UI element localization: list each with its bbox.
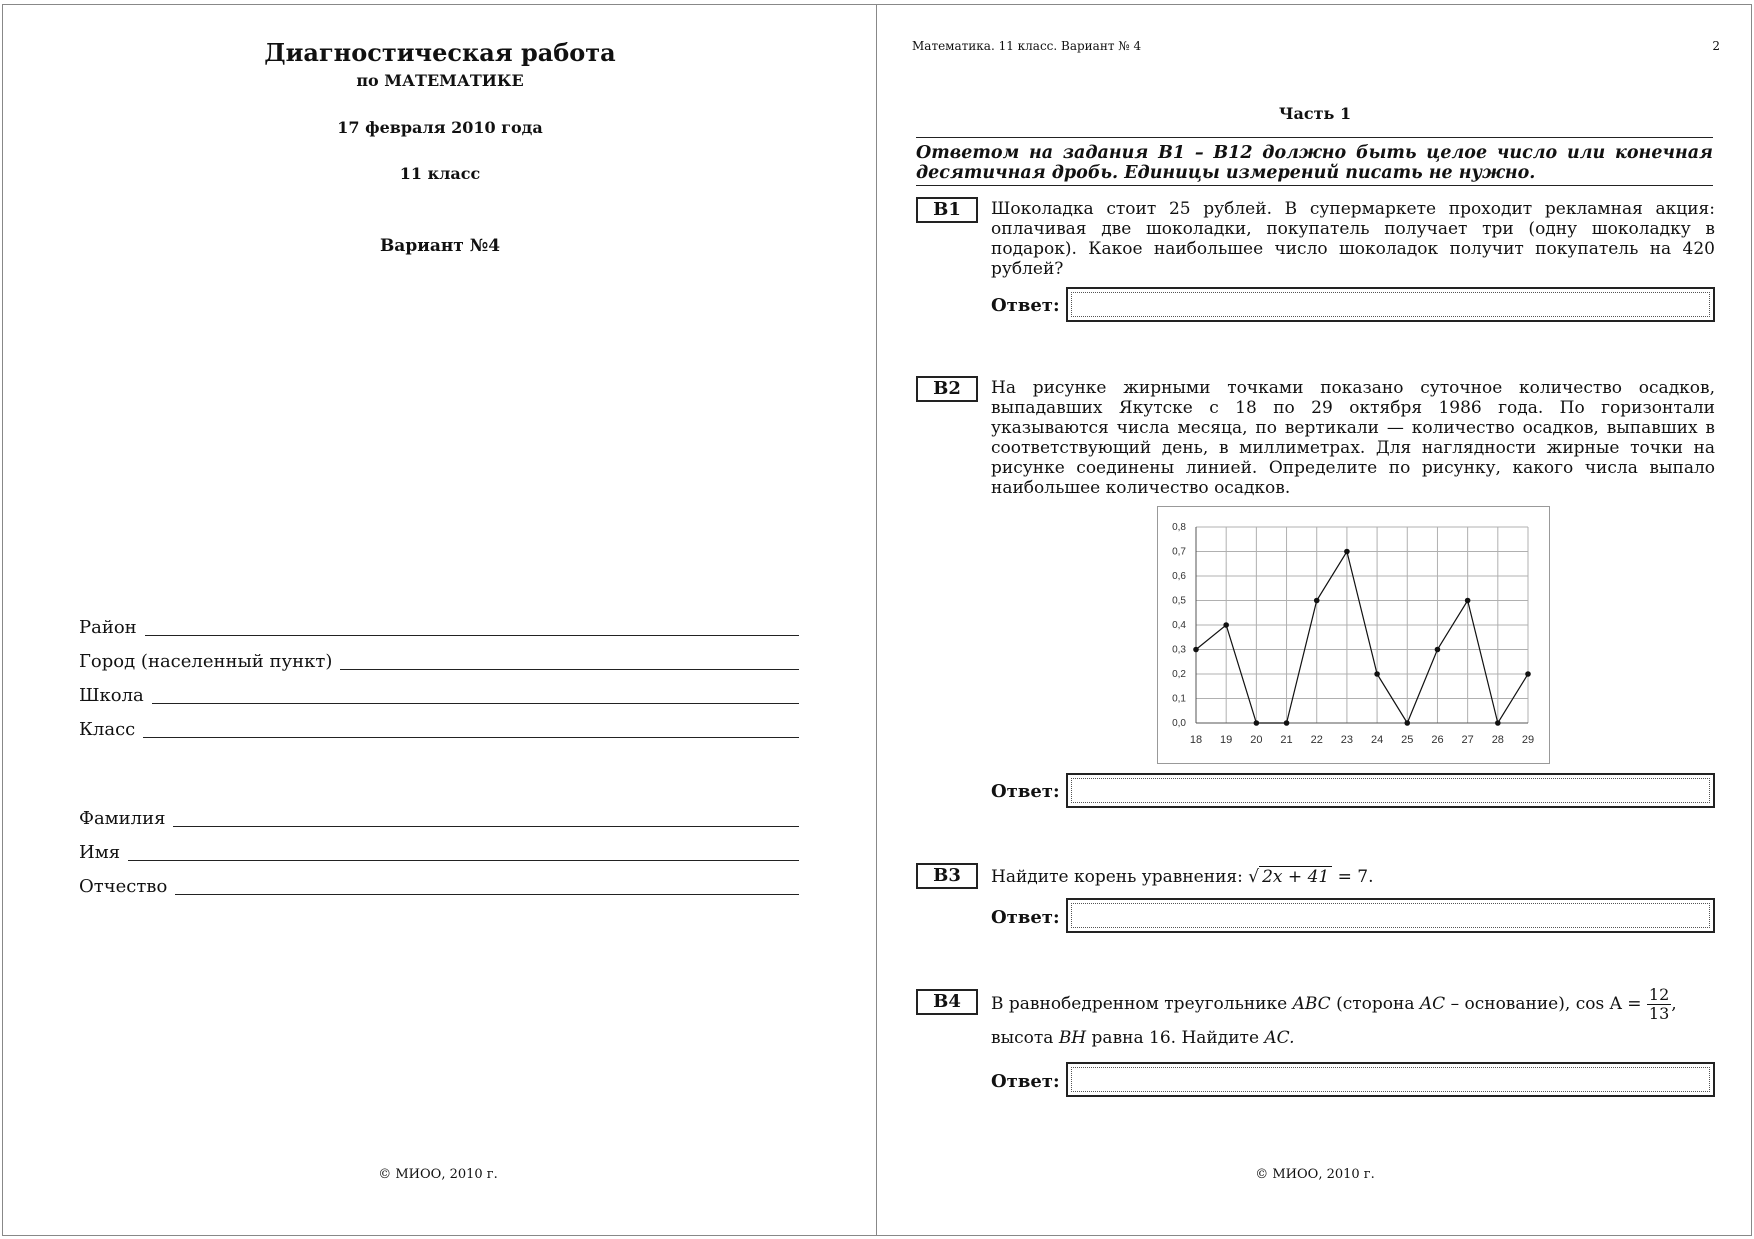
exam-date: 17 февраля 2010 года bbox=[337, 118, 543, 137]
chart-data-point bbox=[1344, 549, 1350, 555]
task-b4-text-2: (сторона bbox=[1336, 994, 1415, 1014]
chart-y-tick-label: 0,7 bbox=[1172, 546, 1186, 558]
task-b1-answer-input[interactable] bbox=[1071, 292, 1710, 317]
field-city-line[interactable] bbox=[340, 668, 799, 670]
chart-series-line bbox=[1196, 552, 1528, 724]
task-b3-answer-box bbox=[1066, 898, 1715, 933]
field-school-line[interactable] bbox=[152, 702, 799, 704]
task-b3-answer-input[interactable] bbox=[1071, 903, 1710, 928]
chart-data-point bbox=[1404, 720, 1410, 726]
task-b3-answer-label: Ответ: bbox=[991, 907, 1060, 928]
field-surname-label: Фамилия bbox=[79, 808, 166, 829]
task-b4-answer-input[interactable] bbox=[1071, 1067, 1710, 1092]
field-patronymic-label: Отчество bbox=[79, 876, 168, 897]
task-b1-answer-box bbox=[1066, 287, 1715, 322]
task-b2-answer-box bbox=[1066, 773, 1715, 808]
chart-y-tick-label: 0,2 bbox=[1172, 669, 1186, 680]
task-b4-target: AC. bbox=[1264, 1028, 1295, 1048]
chart-data-point bbox=[1435, 647, 1441, 653]
task-b4-answer-box bbox=[1066, 1062, 1715, 1097]
task-b4-frac-num: 12 bbox=[1648, 985, 1670, 1004]
chart-y-tick-label: 0,1 bbox=[1172, 693, 1186, 705]
field-class[interactable] bbox=[79, 716, 799, 740]
chart-x-tick-label: 21 bbox=[1280, 734, 1293, 746]
chart-data-point bbox=[1284, 720, 1290, 726]
exam-grade: 11 класс bbox=[399, 164, 481, 183]
task-b2-label: B2 bbox=[916, 376, 978, 402]
field-school[interactable] bbox=[79, 682, 799, 706]
field-patronymic-line[interactable] bbox=[175, 893, 799, 895]
chart-data-point bbox=[1525, 671, 1531, 677]
task-b1-text: Шоколадка стоит 25 рублей. В супермаркете проходит рекламная акция: оплачивая две шоколадки, покупатель получает три (одну шоколадку в подарок). Какое наибольшее число шоколадок получит покупатель на 420 рублей? bbox=[991, 199, 1715, 279]
field-name-label: Имя bbox=[79, 842, 121, 863]
task-b4-side: AC bbox=[1419, 994, 1446, 1014]
chart-data-point bbox=[1223, 622, 1229, 628]
task-b4-label: B4 bbox=[916, 989, 978, 1015]
field-district-label: Район bbox=[79, 617, 137, 638]
task-b4-frac-den: 13 bbox=[1648, 1004, 1670, 1023]
chart-y-tick-label: 0,8 bbox=[1172, 522, 1186, 533]
chart-y-tick-label: 0,5 bbox=[1172, 595, 1186, 607]
task-b4-text-3: – основание), bbox=[1450, 994, 1571, 1014]
task-b3-text: Найдите корень уравнения: bbox=[991, 867, 1243, 887]
task-b3-equals: = 7. bbox=[1337, 867, 1374, 887]
chart-data-point bbox=[1254, 720, 1260, 726]
task-b4-answer-label: Ответ: bbox=[991, 1071, 1060, 1092]
chart-y-tick-label: 0,4 bbox=[1172, 620, 1186, 631]
chart-data-point bbox=[1314, 598, 1320, 604]
chart-x-tick-label: 29 bbox=[1521, 734, 1535, 746]
field-district-line[interactable] bbox=[145, 634, 799, 636]
instruction-text: Ответом на задания B1 – B12 должно быть целое число или конечная десятичная дробь. Единицы измерений писать не нужно. bbox=[916, 143, 1713, 183]
chart-y-tick-label: 0,6 bbox=[1172, 571, 1186, 582]
task-b4-fraction bbox=[1647, 986, 1671, 1023]
field-surname[interactable] bbox=[79, 805, 799, 829]
instruction-rule-bottom bbox=[916, 185, 1713, 186]
task-b4-line-2 bbox=[991, 1027, 1715, 1049]
field-class-label: Класс bbox=[79, 719, 136, 740]
task-b4-triangle: ABC bbox=[1292, 994, 1331, 1014]
task-b4-cos-label: cos A = bbox=[1575, 994, 1642, 1014]
chart-data-point bbox=[1374, 671, 1380, 677]
task-b2-answer-label: Ответ: bbox=[991, 781, 1060, 802]
task-b4-text-5: равна 16. Найдите bbox=[1091, 1028, 1259, 1048]
field-name[interactable] bbox=[79, 839, 799, 863]
field-school-label: Школа bbox=[79, 685, 144, 706]
chart-x-tick-label: 19 bbox=[1220, 734, 1233, 746]
sqrt-sign: √ bbox=[1248, 867, 1260, 887]
chart-y-tick-label: 0,3 bbox=[1172, 644, 1186, 656]
task-b2-text: На рисунке жирными точками показано суточное количество осадков, выпадавших Якутске с 18 по 29 октября 1986 года. По горизонтали указываются числа месяца, по вертикали — количество осадков, выпавших в соответствующий день, в миллиметрах. Для наглядности жирные точки на рисунке соединены линией. Определите по рисунку, какого числа выпало наибольшее количество осадков. bbox=[991, 378, 1715, 498]
chart-data-point bbox=[1495, 720, 1501, 726]
task-b4-line-1: В равнобедренном треугольнике ABC (сторона AC – основание), cos A = $\frac{12}{13}$ , bbox=[991, 985, 1677, 1023]
page-number: 2 bbox=[1712, 39, 1720, 53]
field-city-label: Город (населенный пункт) bbox=[79, 651, 333, 672]
field-patronymic[interactable] bbox=[79, 873, 799, 897]
exam-variant: Вариант №4 bbox=[379, 236, 501, 256]
part-title: Часть 1 bbox=[1278, 104, 1352, 123]
precipitation-chart-svg bbox=[1158, 507, 1549, 763]
running-header: Математика. 11 класс. Вариант № 4 bbox=[912, 39, 1142, 53]
task-b4-height-name: BH bbox=[1058, 1028, 1087, 1048]
task-b1-answer-label: Ответ: bbox=[991, 295, 1060, 316]
instruction-rule-top bbox=[916, 137, 1713, 138]
exam-title: Диагностическая работа bbox=[264, 38, 616, 67]
chart-x-tick-label: 28 bbox=[1491, 734, 1504, 746]
left-footer: © МИОО, 2010 г. bbox=[378, 1167, 498, 1182]
task-b3-radicand: 2x + 41 bbox=[1259, 866, 1332, 887]
field-district[interactable] bbox=[79, 614, 799, 638]
task-b4-text-4: высота bbox=[991, 1028, 1054, 1048]
page-divider bbox=[876, 4, 877, 1236]
field-city[interactable] bbox=[79, 648, 799, 672]
field-name-line[interactable] bbox=[128, 859, 799, 861]
chart-data-point bbox=[1465, 598, 1471, 604]
task-b3-label: B3 bbox=[916, 863, 978, 889]
task-b1-label: B1 bbox=[916, 197, 978, 223]
task-b4-text-1: В равнобедренном треугольнике bbox=[991, 994, 1288, 1014]
field-class-line[interactable] bbox=[143, 736, 799, 738]
chart-y-tick-label: 0,0 bbox=[1172, 718, 1186, 729]
task-b2-answer-input[interactable] bbox=[1071, 778, 1710, 803]
chart-x-tick-label: 23 bbox=[1340, 734, 1354, 746]
chart-x-tick-label: 18 bbox=[1189, 734, 1203, 746]
right-footer: © МИОО, 2010 г. bbox=[1255, 1167, 1375, 1182]
exam-subject: по МАТЕМАТИКЕ bbox=[356, 71, 524, 90]
task-b3-line bbox=[991, 866, 1715, 887]
chart-x-tick-label: 22 bbox=[1310, 734, 1323, 746]
chart-x-tick-label: 27 bbox=[1461, 734, 1474, 746]
chart-x-tick-label: 26 bbox=[1431, 734, 1444, 746]
task-b4-text bbox=[991, 986, 1715, 1049]
chart-data-point bbox=[1193, 647, 1199, 653]
precipitation-chart bbox=[1157, 506, 1550, 764]
chart-x-tick-label: 24 bbox=[1370, 734, 1384, 746]
field-surname-line[interactable] bbox=[173, 825, 799, 827]
chart-x-tick-label: 20 bbox=[1250, 734, 1263, 746]
chart-x-tick-label: 25 bbox=[1401, 734, 1414, 746]
